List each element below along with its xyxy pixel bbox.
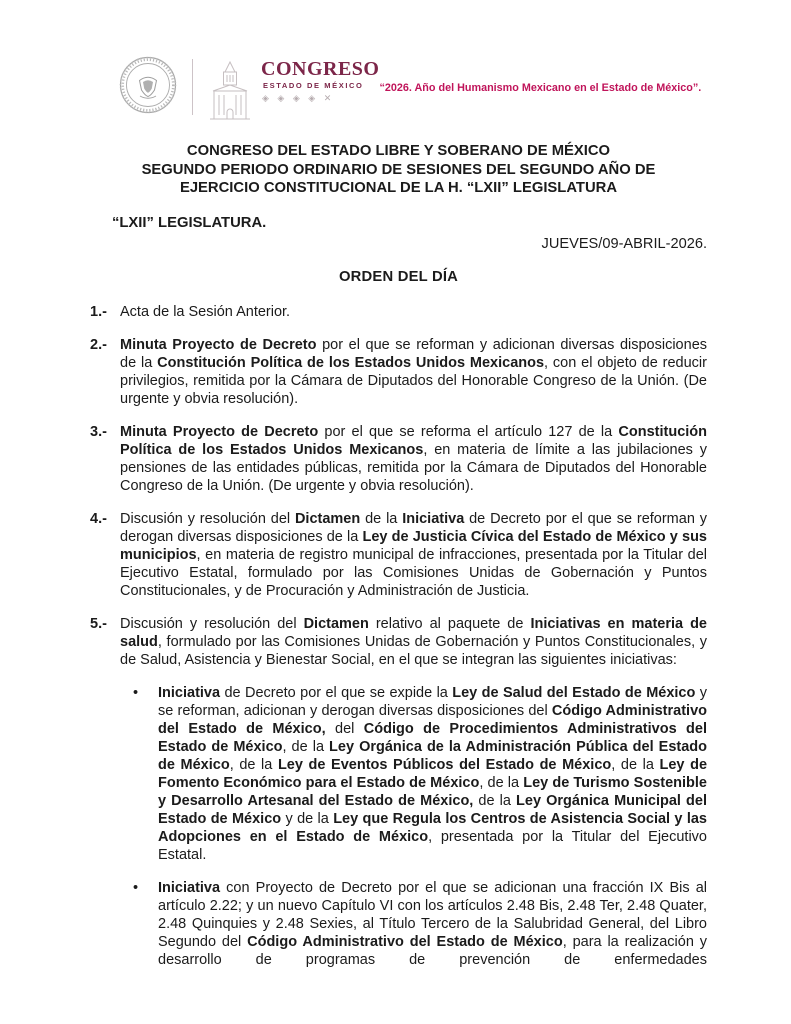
logo-group: [118, 55, 379, 123]
item-number: 3.-: [90, 423, 107, 440]
item-text: Minuta Proyecto de Decreto por el que se reforman y adicionan diversas disposiciones de la Constitución Política de los Estados Unidos Mexicanos, con el objeto de reducir privilegios, remitida por la Cámara de Diputados del Honorable Congreso de la Unión. (De urgente y obvia resolución).: [120, 336, 708, 407]
item-text: Acta de la Sesión Anterior.: [120, 303, 291, 320]
logo-title: CONGRESO: [261, 58, 380, 80]
item-text: Minuta Proyecto de Decreto por el que se reforma el artículo 127 de la Constitución Política de los Estados Unidos Mexicanos, en materia de límite a las jubilaciones y pensiones de las entidades públicas, remitida por la Cámara de Diputados del Honorable Congreso de la Unión. (De urgente y obvia resolución).: [120, 423, 708, 494]
item-number: 1.-: [90, 303, 107, 320]
state-seal-icon: [118, 55, 178, 115]
item-text: Discusión y resolución del Dictamen de la Iniciativa de Decreto por el que se reforman y derogan diversas disposiciones de la Ley de Justicia Cívica del Estado de México y sus municipios, en materia de registro municipal de infracciones, presentada por la Titular del Ejecutivo Estatal, formulado por las Comisiones Unidas de Gobernación y Puntos Constitucionales, y de Procuración y Administración de Justicia.: [120, 510, 707, 599]
item-text: Iniciativa de Decreto por el que se expide la Ley de Salud del Estado de México y se reforman, adicionan y derogan diversas disposiciones del Código Administrativo del Estado de México, del Código de Procedimientos Administrativos del Estado de México, de la Ley Orgánica de la Administración Pública del Estado de México, de la Ley de Eventos Públicos del Estado de México, de la Ley de Fomento Económico para el Estado de México, de la Ley de Turismo Sostenible y Desarrollo Artesanal del Estado de México, de la Ley Orgánica Municipal del Estado de México y de la Ley que Regula los Centros de Asistencia Social y las Adopciones en el Estado de México, presentada por la Titular del Ejecutivo Estatal.: [158, 684, 708, 863]
item-text: Iniciativa con Proyecto de Decreto por el que se adicionan una fracción IX Bis al artículo 2.22; y un nuevo Capítulo VI con los artículos 2.48 Bis, 2.48 Ter, 2.48 Quater, 2.48 Quinquies y 2.48 Sexies, al Título Tercero de la Salubridad General, del Libro Segundo del Código Administrativo del Estado de México, para la realización y desarrollo de programas de prevención de enfermedades: [158, 879, 708, 968]
bullet-marker: •: [133, 684, 139, 701]
logo-divider: [192, 59, 193, 115]
document-header: [90, 55, 707, 129]
agenda-item-3: [90, 423, 707, 495]
item-number: 4.-: [90, 510, 107, 527]
year-slogan: “2026. Año del Humanismo Mexicano en el Estado de México”.: [379, 82, 702, 94]
item-number: 2.-: [90, 336, 107, 353]
legislature-label: “LXII” LEGISLATURA.: [112, 214, 267, 231]
agenda-list: [90, 303, 707, 969]
agenda-sub-item-5-1: [133, 684, 707, 864]
logo-subtitle: ESTADO DE MÉXICO: [263, 81, 364, 90]
agenda-item-1: [90, 303, 707, 321]
logo-text: [261, 59, 379, 103]
item-number: 5.-: [90, 615, 107, 632]
bullet-marker: •: [133, 879, 139, 896]
session-date: JUEVES/09-ABRIL-2026.: [541, 235, 707, 252]
agenda-sub-item-5-2: [133, 879, 707, 969]
agenda-item-2: [90, 336, 707, 408]
title-line-1: CONGRESO DEL ESTADO LIBRE Y SOBERANO DE MÉXICO: [186, 143, 611, 159]
item-text: Discusión y resolución del Dictamen relativo al paquete de Iniciativas en materia de salud, formulado por las Comisiones Unidas de Gobernación y Puntos Constitucionales, y de Salud, Asistencia y Bienestar Social, en el que se integran las siguientes iniciativas:: [120, 615, 707, 668]
title-line-2: SEGUNDO PERIODO ORDINARIO DE SESIONES DEL SEGUNDO AÑO DE: [141, 161, 656, 178]
agenda-heading: ORDEN DEL DÍA: [338, 268, 459, 285]
logo-ornament-icons: ◈ ◈ ◈ ◈ ✕: [262, 92, 335, 103]
title-line-3: EJERCICIO CONSTITUCIONAL DE LA H. “LXII” LEGISLATURA: [179, 180, 618, 196]
agenda-item-4: [90, 510, 707, 600]
congress-building-icon: [207, 57, 253, 123]
agenda-item-5: [90, 615, 707, 669]
document-title: [90, 142, 707, 198]
